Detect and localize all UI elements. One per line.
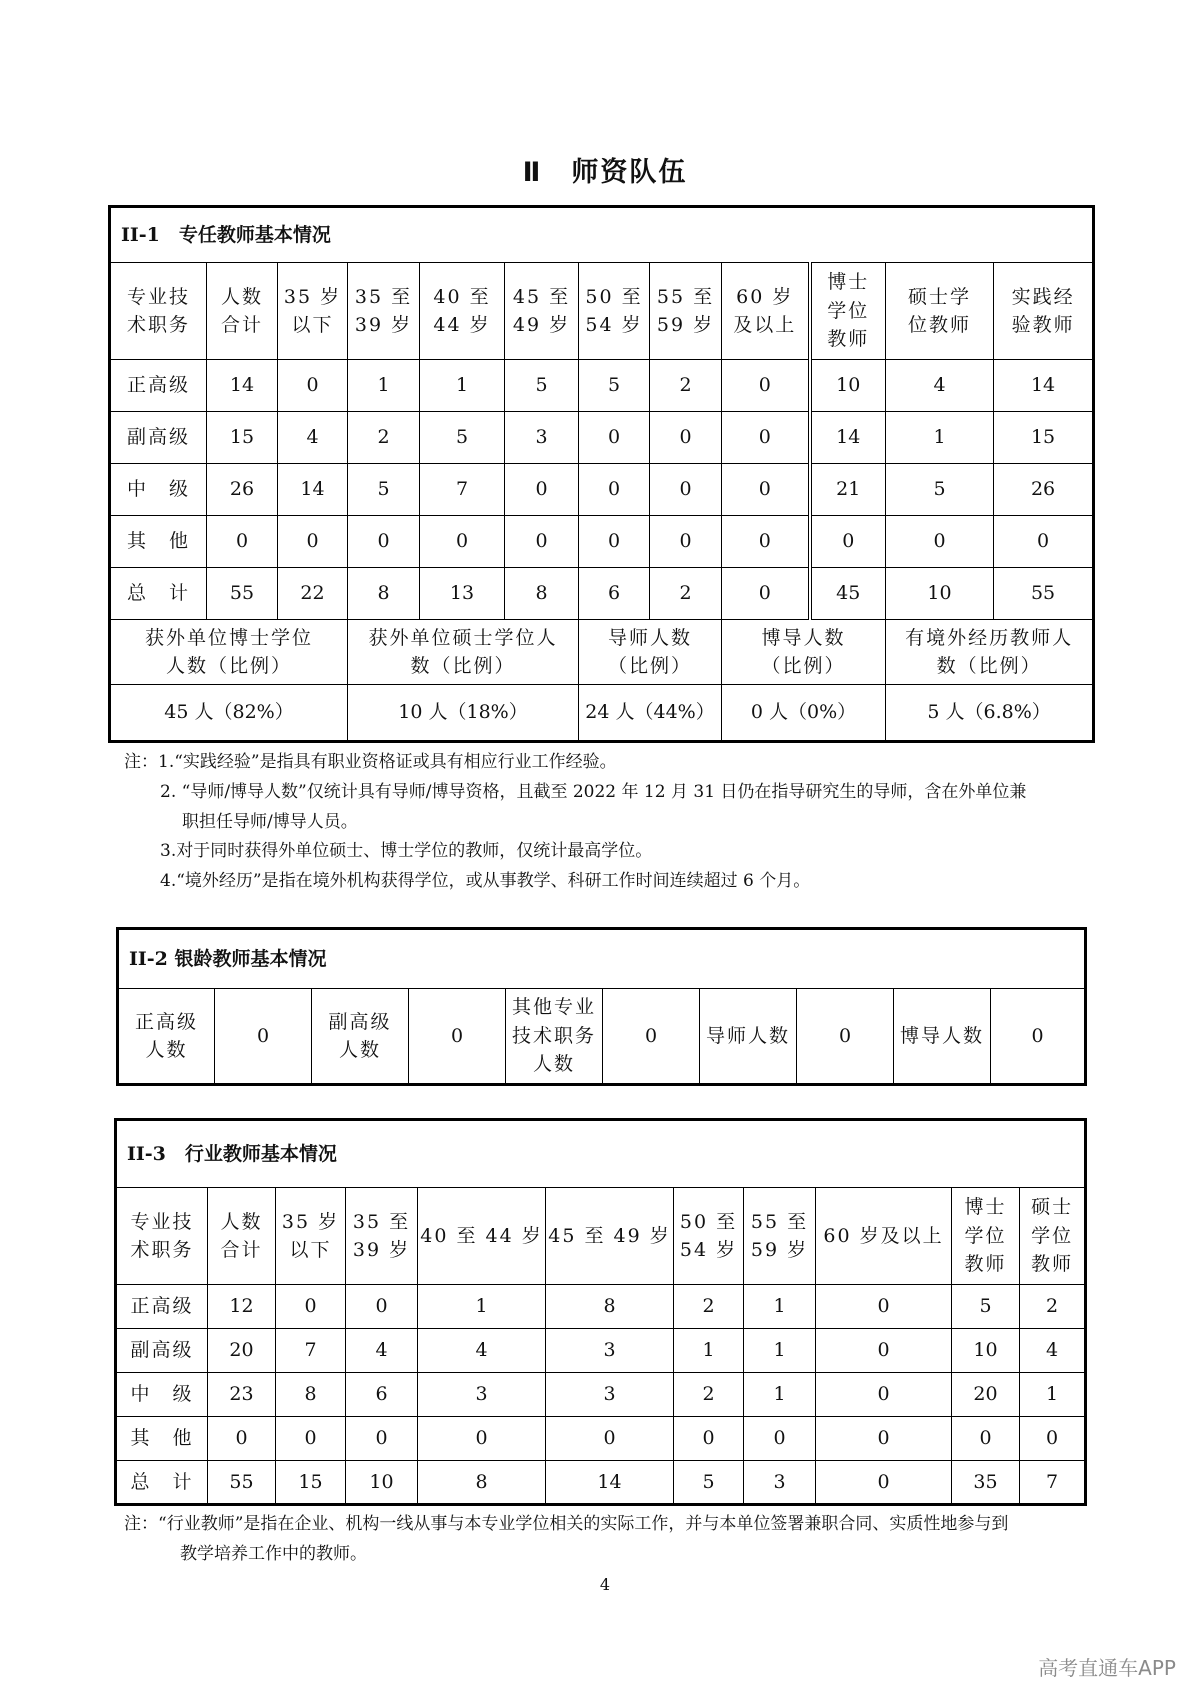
row-label: 正高级: [116, 1285, 208, 1329]
cell: 0: [816, 1329, 952, 1373]
cell: 5: [674, 1461, 744, 1505]
cell: 5: [505, 360, 579, 412]
value-cell: 0: [409, 989, 506, 1085]
summary-header-cell: 博导人数 （比例）: [722, 620, 886, 685]
cell: 4: [1020, 1329, 1086, 1373]
row-label: 其 他: [116, 1417, 208, 1461]
cell: 14: [810, 412, 886, 464]
summary-header-row: [110, 620, 1094, 685]
cell: 15: [276, 1461, 346, 1505]
header-cell: 专业技 术职务: [116, 1188, 208, 1285]
row-label: 中 级: [110, 464, 207, 516]
table-row: [110, 516, 1094, 568]
table-row: [110, 464, 1094, 516]
cell: 3: [744, 1461, 816, 1505]
header-cell: 60 岁 及以上: [722, 263, 810, 360]
cell: 0: [418, 1417, 546, 1461]
cell: 0: [208, 1417, 276, 1461]
row-label: 正高级: [110, 360, 207, 412]
summary-header-cell: 有境外经历教师人 数（比例）: [886, 620, 1094, 685]
cell: 6: [346, 1373, 418, 1417]
cell: 0: [952, 1417, 1020, 1461]
table-row: [118, 989, 1086, 1085]
cell: 2: [650, 568, 722, 620]
summary-value-row: [110, 685, 1094, 742]
table-row: [116, 1461, 1086, 1505]
header-cell: 35 岁 以下: [278, 263, 348, 360]
cell: 5: [886, 464, 994, 516]
cell: 7: [276, 1329, 346, 1373]
summary-header-cell: 获外单位博士学位 人数（比例）: [110, 620, 348, 685]
table-row: [116, 1373, 1086, 1417]
summary-value: 10 人（18%）: [348, 685, 579, 742]
cell: 0: [1020, 1417, 1086, 1461]
table-title: II-2 银龄教师基本情况: [118, 929, 1086, 989]
cell: 3: [418, 1373, 546, 1417]
header-row: [110, 263, 1094, 360]
cell: 20: [208, 1329, 276, 1373]
cell: 1: [418, 1285, 546, 1329]
cell: 1: [1020, 1373, 1086, 1417]
cell: 4: [278, 412, 348, 464]
cell: 14: [278, 464, 348, 516]
page-number: 4: [599, 1575, 611, 1594]
header-cell: 硕士学 位教师: [886, 263, 994, 360]
header-cell: 40 至 44 岁: [418, 1188, 546, 1285]
header-cell: 人数 合计: [208, 1188, 276, 1285]
cell: 26: [207, 464, 278, 516]
notes-section: [124, 1510, 1084, 1570]
table-title: II-3 行业教师基本情况: [116, 1120, 1086, 1188]
summary-header-cell: 获外单位硕士学位人 数（比例）: [348, 620, 579, 685]
cell: 3: [546, 1329, 674, 1373]
watermark: 高考直通车APP: [1038, 1656, 1176, 1680]
header-cell: 45 至 49 岁: [505, 263, 579, 360]
cell: 0: [886, 516, 994, 568]
header-cell: 60 岁及以上: [816, 1188, 952, 1285]
cell: 0: [994, 516, 1094, 568]
row-label: 总 计: [116, 1461, 208, 1505]
cell: 55: [994, 568, 1094, 620]
value-cell: 0: [991, 989, 1086, 1085]
cell: 55: [208, 1461, 276, 1505]
cell: 5: [348, 464, 420, 516]
cell: 0: [722, 568, 810, 620]
cell: 8: [546, 1285, 674, 1329]
cell: 0: [650, 516, 722, 568]
header-cell: 50 至 54 岁: [674, 1188, 744, 1285]
cell: 0: [722, 516, 810, 568]
cell: 0: [276, 1285, 346, 1329]
cell: 0: [650, 464, 722, 516]
header-cell: 40 至 44 岁: [420, 263, 505, 360]
cell: 1: [744, 1373, 816, 1417]
cell: 0: [278, 516, 348, 568]
cell: 0: [579, 412, 650, 464]
page-title: Ⅱ 师资队伍: [522, 157, 688, 188]
table-title: II-1 专任教师基本情况: [110, 207, 1094, 263]
cell: 2: [348, 412, 420, 464]
cell: 5: [420, 412, 505, 464]
notes-section: [124, 748, 1084, 897]
cell: 2: [1020, 1285, 1086, 1329]
note-item: 教学培养工作中的教师。: [180, 1543, 367, 1564]
label-cell: 导师人数: [700, 989, 797, 1085]
cell: 2: [650, 360, 722, 412]
header-cell: 50 至 54 岁: [579, 263, 650, 360]
note-item: 3.对于同时获得外单位硕士、博士学位的教师，仅统计最高学位。: [160, 841, 653, 862]
row-label: 副高级: [116, 1329, 208, 1373]
cell: 13: [420, 568, 505, 620]
table-row: [116, 1417, 1086, 1461]
cell: 0: [744, 1417, 816, 1461]
cell: 0: [722, 360, 810, 412]
cell: 14: [207, 360, 278, 412]
cell: 3: [505, 412, 579, 464]
cell: 8: [505, 568, 579, 620]
header-cell: 45 至 49 岁: [546, 1188, 674, 1285]
cell: 0: [579, 464, 650, 516]
industry-teachers-table: [114, 1118, 1087, 1506]
value-cell: 0: [603, 989, 700, 1085]
note-item: 注：“行业教师”是指在企业、机构一线从事与本专业学位相关的实际工作，并与本单位签署兼职合同、实质性地参与到: [124, 1514, 1009, 1534]
cell: 0: [816, 1461, 952, 1505]
cell: 0: [207, 516, 278, 568]
cell: 0: [505, 516, 579, 568]
cell: 7: [1020, 1461, 1086, 1505]
cell: 10: [952, 1329, 1020, 1373]
cell: 55: [207, 568, 278, 620]
table-row: [116, 1329, 1086, 1373]
cell: 4: [886, 360, 994, 412]
cell: 14: [994, 360, 1094, 412]
full-time-teachers-table: [108, 205, 1095, 743]
cell: 0: [346, 1285, 418, 1329]
cell: 10: [886, 568, 994, 620]
table-row: [110, 568, 1094, 620]
cell: 2: [674, 1285, 744, 1329]
cell: 12: [208, 1285, 276, 1329]
table-row: [116, 1285, 1086, 1329]
cell: 7: [420, 464, 505, 516]
cell: 0: [810, 516, 886, 568]
header-cell: 人数 合计: [207, 263, 278, 360]
note-item: 注：1.“实践经验”是指具有职业资格证或具有相应行业工作经验。: [124, 752, 617, 772]
senior-teachers-table: [116, 927, 1087, 1086]
cell: 0: [348, 516, 420, 568]
cell: 8: [418, 1461, 546, 1505]
cell: 1: [744, 1329, 816, 1373]
header-cell: 硕士 学位 教师: [1020, 1188, 1086, 1285]
row-label: 副高级: [110, 412, 207, 464]
cell: 10: [346, 1461, 418, 1505]
label-cell: 正高级 人数: [118, 989, 215, 1085]
cell: 0: [420, 516, 505, 568]
note-item: 4.“境外经历”是指在境外机构获得学位，或从事教学、科研工作时间连续超过 6 个月。: [160, 871, 811, 891]
cell: 0: [276, 1417, 346, 1461]
cell: 0: [346, 1417, 418, 1461]
cell: 0: [674, 1417, 744, 1461]
cell: 0: [579, 516, 650, 568]
header-cell: 35 至 39 岁: [348, 263, 420, 360]
summary-value: 45 人（82%）: [110, 685, 348, 742]
header-cell: 35 至 39 岁: [346, 1188, 418, 1285]
table-row: [110, 412, 1094, 464]
cell: 0: [816, 1285, 952, 1329]
cell: 0: [722, 412, 810, 464]
header-cell: 55 至 59 岁: [650, 263, 722, 360]
cell: 15: [207, 412, 278, 464]
header-cell: 实践经 验教师: [994, 263, 1094, 360]
cell: 1: [674, 1329, 744, 1373]
cell: 6: [579, 568, 650, 620]
cell: 1: [348, 360, 420, 412]
header-row: [116, 1188, 1086, 1285]
cell: 4: [418, 1329, 546, 1373]
cell: 26: [994, 464, 1094, 516]
row-label: 总 计: [110, 568, 207, 620]
row-label: 其 他: [110, 516, 207, 568]
cell: 0: [278, 360, 348, 412]
summary-value: 24 人（44%）: [579, 685, 722, 742]
cell: 20: [952, 1373, 1020, 1417]
note-item: 职担任导师/博导人员。: [182, 811, 358, 832]
label-cell: 博导人数: [894, 989, 991, 1085]
cell: 8: [276, 1373, 346, 1417]
cell: 45: [810, 568, 886, 620]
cell: 14: [546, 1461, 674, 1505]
header-cell: 博士 学位 教师: [952, 1188, 1020, 1285]
summary-header-cell: 导师人数 （比例）: [579, 620, 722, 685]
cell: 1: [744, 1285, 816, 1329]
value-cell: 0: [215, 989, 312, 1085]
summary-value: 5 人（6.8%）: [886, 685, 1094, 742]
cell: 15: [994, 412, 1094, 464]
cell: 0: [650, 412, 722, 464]
label-cell: 其他专业 技术职务 人数: [506, 989, 603, 1085]
cell: 0: [722, 464, 810, 516]
row-label: 中 级: [116, 1373, 208, 1417]
cell: 0: [505, 464, 579, 516]
summary-value: 0 人（0%）: [722, 685, 886, 742]
cell: 10: [810, 360, 886, 412]
cell: 5: [952, 1285, 1020, 1329]
cell: 3: [546, 1373, 674, 1417]
cell: 8: [348, 568, 420, 620]
header-cell: 专业技 术职务: [110, 263, 207, 360]
value-cell: 0: [797, 989, 894, 1085]
header-cell: 博士 学位 教师: [810, 263, 886, 360]
cell: 2: [674, 1373, 744, 1417]
label-cell: 副高级 人数: [312, 989, 409, 1085]
cell: 1: [886, 412, 994, 464]
header-cell: 35 岁 以下: [276, 1188, 346, 1285]
cell: 0: [816, 1373, 952, 1417]
cell: 5: [579, 360, 650, 412]
cell: 22: [278, 568, 348, 620]
cell: 0: [816, 1417, 952, 1461]
header-cell: 55 至 59 岁: [744, 1188, 816, 1285]
table-row: [110, 360, 1094, 412]
cell: 1: [420, 360, 505, 412]
cell: 0: [546, 1417, 674, 1461]
cell: 35: [952, 1461, 1020, 1505]
cell: 23: [208, 1373, 276, 1417]
note-item: 2. “导师/博导人数”仅统计具有导师/博导资格，且截至 2022 年 12 月 31 日仍在指导研究生的导师，含在外单位兼: [160, 781, 1027, 802]
cell: 21: [810, 464, 886, 516]
cell: 4: [346, 1329, 418, 1373]
